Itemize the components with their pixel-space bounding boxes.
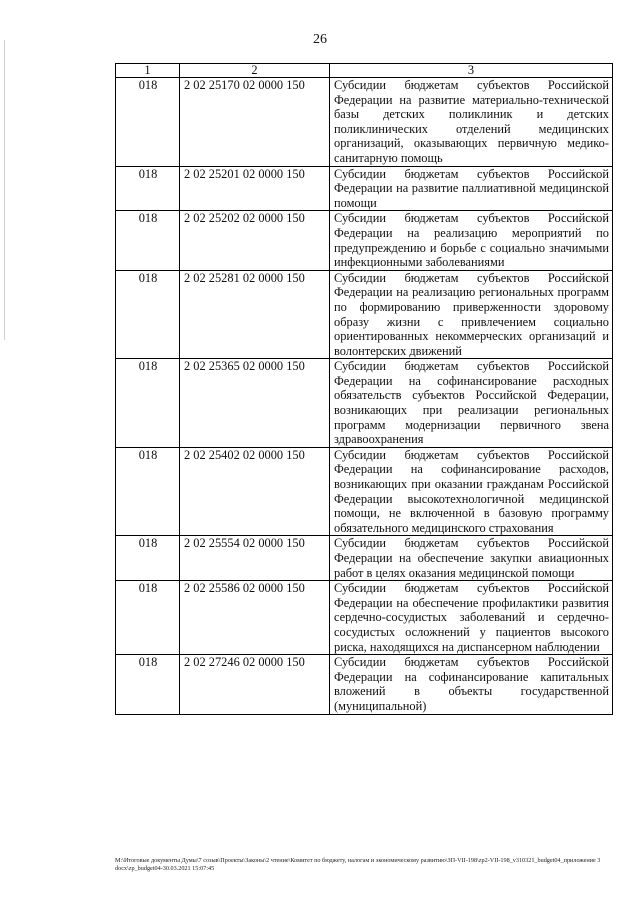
admin-code-cell: 018: [116, 211, 180, 270]
budget-code-cell: 2 02 25202 02 0000 150: [180, 211, 330, 270]
column-header-2: 2: [180, 64, 330, 78]
budget-code-cell: 2 02 27246 02 0000 150: [180, 655, 330, 714]
admin-code-cell: 018: [116, 536, 180, 581]
column-header-3: 3: [330, 64, 613, 78]
revenue-name-cell: Субсидии бюджетам субъектов Российской Федерации на реализацию мероприятий по предупреждению и борьбе с социально значимыми инфекционными заболеваниями: [330, 211, 613, 270]
revenue-name-cell: Субсидии бюджетам субъектов Российской Федерации на софинансирование расходов, возникающих при оказании гражданам Российской Федерации высокотехнологичной медицинской помощи, не включенной в базовую программу обязательного медицинского страхования: [330, 447, 613, 536]
admin-code-cell: 018: [116, 78, 180, 167]
revenue-codes-table: [115, 63, 613, 715]
table-row: [116, 655, 613, 714]
budget-code-cell: 2 02 25365 02 0000 150: [180, 359, 330, 448]
admin-code-cell: 018: [116, 166, 180, 211]
table-row: [116, 536, 613, 581]
revenue-name-cell: Субсидии бюджетам субъектов Российской Федерации на развитие паллиативной медицинской помощи: [330, 166, 613, 211]
revenue-name-cell: Субсидии бюджетам субъектов Российской Федерации на развитие материально-технической базы детских поликлиник и детских поликлинических отделений медицинских организаций, оказывающих первичную медико-санитарную помощь: [330, 78, 613, 167]
budget-code-cell: 2 02 25201 02 0000 150: [180, 166, 330, 211]
table-row: [116, 78, 613, 167]
revenue-name-cell: Субсидии бюджетам субъектов Российской Федерации на софинансирование расходных обязательств субъектов Российской Федерации, возникающих при реализации региональных программ модернизации первичного звена здравоохранения: [330, 359, 613, 448]
column-header-1: 1: [116, 64, 180, 78]
page-number: 26: [313, 32, 327, 47]
table-row: [116, 359, 613, 448]
revenue-name-cell: Субсидии бюджетам субъектов Российской Федерации на обеспечение профилактики развития сердечно-сосудистых заболеваний и сердечно-сосудистых осложнений у пациентов высокого риска, находящихся на диспансерном наблюдении: [330, 581, 613, 655]
revenue-name-cell: Субсидии бюджетам субъектов Российской Федерации на софинансирование капитальных вложений в объекты государственной (муниципальной): [330, 655, 613, 714]
admin-code-cell: 018: [116, 447, 180, 536]
table-row: [116, 211, 613, 270]
admin-code-cell: 018: [116, 655, 180, 714]
budget-code-cell: 2 02 25554 02 0000 150: [180, 536, 330, 581]
table-row: [116, 447, 613, 536]
table-row: [116, 581, 613, 655]
revenue-name-cell: Субсидии бюджетам субъектов Российской Федерации на реализацию региональных программ по формированию приверженности здоровому образу жизни с привлечением социально ориентированных некоммерческих организаций и волонтерских движений: [330, 270, 613, 359]
table-row: [116, 270, 613, 359]
binding-line: [4, 40, 5, 340]
budget-code-cell: 2 02 25586 02 0000 150: [180, 581, 330, 655]
document-file-path: М:\Итоговые документы Думы\7 созыв\Проекты\Законы\2 чтение\Комитет по бюджету, налогам и экономическому развитию\ЗП-VII-198\zp2-VII-198_v310321_budget04_приложение 3 docx\zp_budget04-30.03.2021 15:07:45: [115, 857, 601, 872]
admin-code-cell: 018: [116, 359, 180, 448]
budget-code-cell: 2 02 25402 02 0000 150: [180, 447, 330, 536]
admin-code-cell: 018: [116, 270, 180, 359]
budget-code-cell: 2 02 25170 02 0000 150: [180, 78, 330, 167]
admin-code-cell: 018: [116, 581, 180, 655]
revenue-name-cell: Субсидии бюджетам субъектов Российской Федерации на обеспечение закупки авиационных работ в целях оказания медицинской помощи: [330, 536, 613, 581]
table-row: [116, 166, 613, 211]
table-header-row: [116, 64, 613, 78]
budget-code-cell: 2 02 25281 02 0000 150: [180, 270, 330, 359]
